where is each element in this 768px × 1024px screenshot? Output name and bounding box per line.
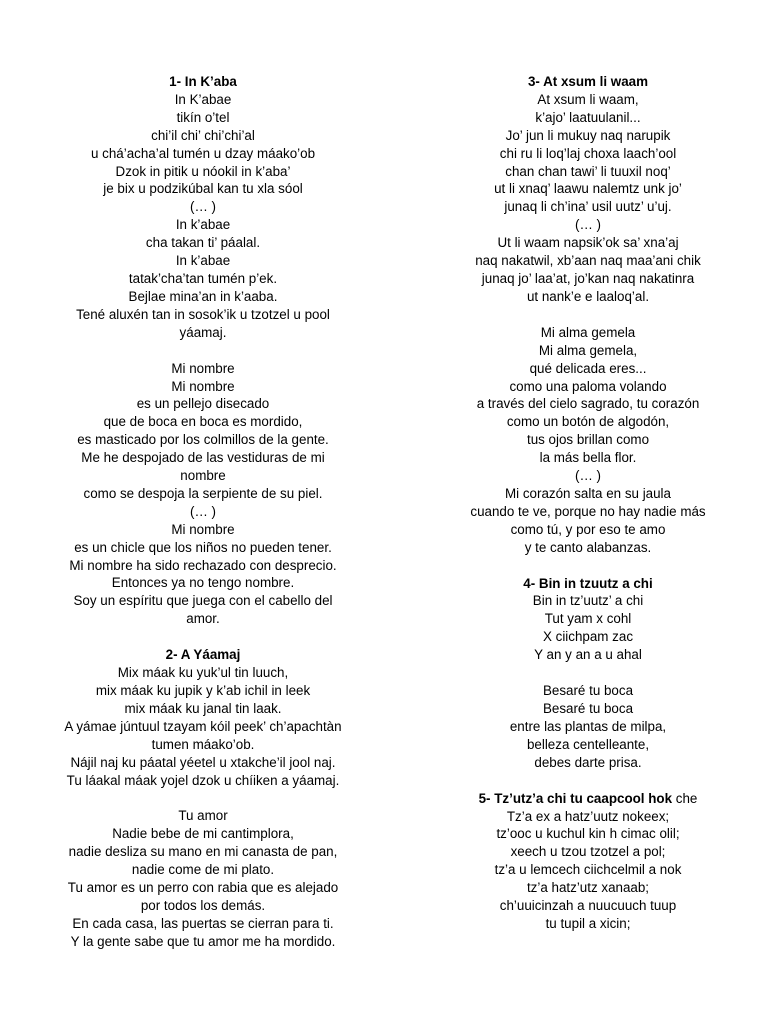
poem-block xyxy=(412,790,764,933)
poem-line: (… ) xyxy=(189,199,217,215)
poem-title-text: 3- At xsum li waam xyxy=(527,74,649,89)
poem-line: Tu amor es un perro con rabia que es alejado xyxy=(67,880,339,896)
poem-line: Mi nombre xyxy=(171,521,235,537)
poem-title-text: 5- Tz’utz’a chi tu caapcool hok xyxy=(478,790,673,806)
stanza-gap xyxy=(412,306,764,324)
poem-line: debes darte prisa. xyxy=(534,754,642,770)
poem-line: Y la gente sabe que tu amor me ha mordido. xyxy=(70,933,336,949)
poem-line: tus ojos brillan como xyxy=(526,432,650,448)
poem-line: Entonces ya no tengo nombre. xyxy=(111,575,295,591)
poem-block xyxy=(412,682,764,772)
poem-line: mix máak ku jupik y k’ab ichil in leek xyxy=(95,683,311,698)
poem-line: tu tupil a xicin; xyxy=(545,915,631,931)
poem-line: Bejlae mina’an in k’aaba. xyxy=(128,288,278,304)
poem-line: tumen máako’ob. xyxy=(151,736,255,752)
poem-line: Nadie bebe de mi cantimplora, xyxy=(112,826,294,842)
poem-line: Jo’ jun li mukuy naq narupik xyxy=(505,127,671,143)
poem-block xyxy=(28,646,378,789)
poem-title xyxy=(412,790,764,808)
poem-line: tikín o’tel xyxy=(176,109,230,125)
poem-line: Mi alma gemela, xyxy=(538,342,638,358)
poem-line: y te canto alabanzas. xyxy=(524,539,652,555)
poem-line: Soy un espíritu que juega con el cabello del xyxy=(73,593,333,609)
poem-line: amor. xyxy=(186,611,220,627)
poem-line: Besaré tu boca xyxy=(542,683,634,699)
poem-line: como una paloma volando xyxy=(509,378,667,394)
poem-title-text: 2- A Yáamaj xyxy=(165,647,241,663)
stanza-gap xyxy=(412,557,764,575)
poem-line: es un chicle que los niños no pueden tener. xyxy=(74,539,332,555)
poem-line: At xsum li waam, xyxy=(537,91,639,107)
poem-line: junaq jo’ laa’at, jo’kan naq nakatinra xyxy=(481,270,695,286)
poem-line: Mi nombre xyxy=(171,360,235,376)
poem-line: cuando te ve, porque no hay nadie más xyxy=(470,503,706,519)
poem-line: En cada casa, las puertas se cierran para ti. xyxy=(72,915,334,931)
poem-line: chi ru li loq’laj choxa laach’ool xyxy=(499,145,677,161)
poem-line: a través del cielo sagrado, tu corazón xyxy=(476,396,700,412)
stanza-gap xyxy=(412,664,764,682)
poem-line: es un pellejo disecado xyxy=(136,396,270,412)
poem-line: In k’abae xyxy=(175,217,231,233)
left-column xyxy=(28,73,378,951)
stanza-gap xyxy=(412,772,764,790)
poem-line: por todos los demás. xyxy=(140,897,266,913)
poem-line: tz’ooc u kuchul kin h cimac olil; xyxy=(496,826,680,842)
poem-line: chi’il chi’ chi’chi’al xyxy=(151,127,255,143)
poem-title xyxy=(412,73,764,91)
poem-line: yáamaj. xyxy=(179,324,227,340)
poem-title-text: 1- In K’aba xyxy=(169,74,237,89)
poem-block xyxy=(28,360,378,629)
poem-line: (… ) xyxy=(574,217,602,233)
poem-title-suffix: che xyxy=(672,790,698,806)
poem-line: ut nank’e e laaloq’al. xyxy=(526,288,650,304)
poem-line: mix máak ku janal tin laak. xyxy=(124,700,282,716)
poem-line: X ciichpam zac xyxy=(542,629,634,645)
poem-line: Tu amor xyxy=(178,808,228,824)
poem-line: Bin in tz’uutz’ a chi xyxy=(532,593,644,609)
poem-line: Ut li waam napsik’ok sa’ xna’aj xyxy=(497,235,679,251)
poem-line: ch’uuicinzah a nuucuuch tuup xyxy=(499,898,677,914)
poem-line: tz’a u lemcech ciichcelmil a nok xyxy=(494,862,682,878)
poem-line: qué delicada eres... xyxy=(529,360,647,376)
poem-line: (… ) xyxy=(189,503,217,519)
poem-line: Mi alma gemela xyxy=(540,324,636,340)
right-column xyxy=(412,73,764,933)
poem-line: junaq li ch’ina’ usil uutz’ u’uj. xyxy=(504,199,672,215)
poem-line: tatak’cha’tan tumén p’ek. xyxy=(128,270,278,286)
poem-line: u chá’acha’al tumén u dzay máako’ob xyxy=(90,145,316,161)
stanza-gap xyxy=(28,789,378,807)
poem-line: tz’a hatz’utz xanaab; xyxy=(526,880,650,896)
poem-line: entre las plantas de milpa, xyxy=(509,718,667,734)
poem-line: Tz’a ex a hatz’uutz nokeex; xyxy=(506,808,670,824)
poem-block xyxy=(28,807,378,950)
poem-block xyxy=(412,324,764,557)
poem-line: Nájil naj ku páatal yéetel u xtakche’il jool naj. xyxy=(70,754,336,770)
poem-line: k’ajo’ laatuulanil... xyxy=(535,109,641,125)
stanza-gap xyxy=(28,628,378,646)
poem-line: es masticado por los colmillos de la gente. xyxy=(77,432,329,448)
poem-line: Me he despojado de las vestiduras de mi xyxy=(81,450,325,466)
poem-block xyxy=(28,73,378,342)
poem-line: In k’abae xyxy=(175,253,231,269)
poem-line: je bix u podzikúbal kan tu xla sóol xyxy=(103,181,303,197)
poem-line: chan chan tawi’ li tuuxil noq’ xyxy=(505,163,671,179)
poem-line: la más bella flor. xyxy=(539,450,637,466)
poem-line: Mi nombre xyxy=(171,378,235,394)
poem-title xyxy=(412,575,764,593)
poem-line: nadie come de mi plato. xyxy=(131,862,275,878)
poem-title-text: 4- Bin in tzuutz a chi xyxy=(523,575,653,591)
poem-line: Tu láakal máak yojel dzok u chíiken a yáamaj. xyxy=(66,772,340,788)
poem-line: Besaré tu boca xyxy=(542,701,634,716)
poem-line: xeech u tzou tzotzel a pol; xyxy=(510,844,666,860)
poem-line: In K’abae xyxy=(174,91,232,107)
poem-line: Tené aluxén tan in sosok’ik u tzotzel u pool xyxy=(76,306,330,322)
poem-line: Tut yam x cohl xyxy=(544,611,632,627)
poem-line: nadie desliza su mano en mi canasta de pan, xyxy=(68,844,338,860)
poem-line: Mi nombre ha sido rechazado con desprecio. xyxy=(69,557,337,573)
poem-line: Mix máak ku yuk’ul tin luuch, xyxy=(117,665,289,681)
poem-line: como un botón de algodón, xyxy=(506,414,670,430)
stanza-gap xyxy=(28,342,378,360)
poem-line: como se despoja la serpiente de su piel. xyxy=(83,485,323,501)
poem-line: que de boca en boca es mordido, xyxy=(103,414,303,430)
poem-line: como tú, y por eso te amo xyxy=(510,521,666,537)
poem-block xyxy=(412,73,764,306)
poem-title xyxy=(28,646,378,664)
poem-line: Mi corazón salta en su jaula xyxy=(505,485,671,501)
poem-line: naq nakatwil, xb’aan naq maa’ani chik xyxy=(475,253,701,269)
poem-line: belleza centelleante, xyxy=(526,736,650,752)
poem-line: Dzok in pitik u nóokil in k’aba’ xyxy=(115,163,291,179)
poem-block xyxy=(412,575,764,665)
poem-line: nombre xyxy=(180,468,226,484)
poem-line: Y an y an a u ahal xyxy=(534,647,642,663)
poem-line: A yámae júntuul tzayam kóil peek’ ch’apachtàn xyxy=(64,718,342,734)
poem-line: ut li xnaq’ laawu nalemtz unk jo’ xyxy=(494,181,682,197)
poem-title xyxy=(28,73,378,91)
poem-line: cha takan ti’ páalal. xyxy=(145,235,261,251)
poem-line: (… ) xyxy=(574,468,602,484)
